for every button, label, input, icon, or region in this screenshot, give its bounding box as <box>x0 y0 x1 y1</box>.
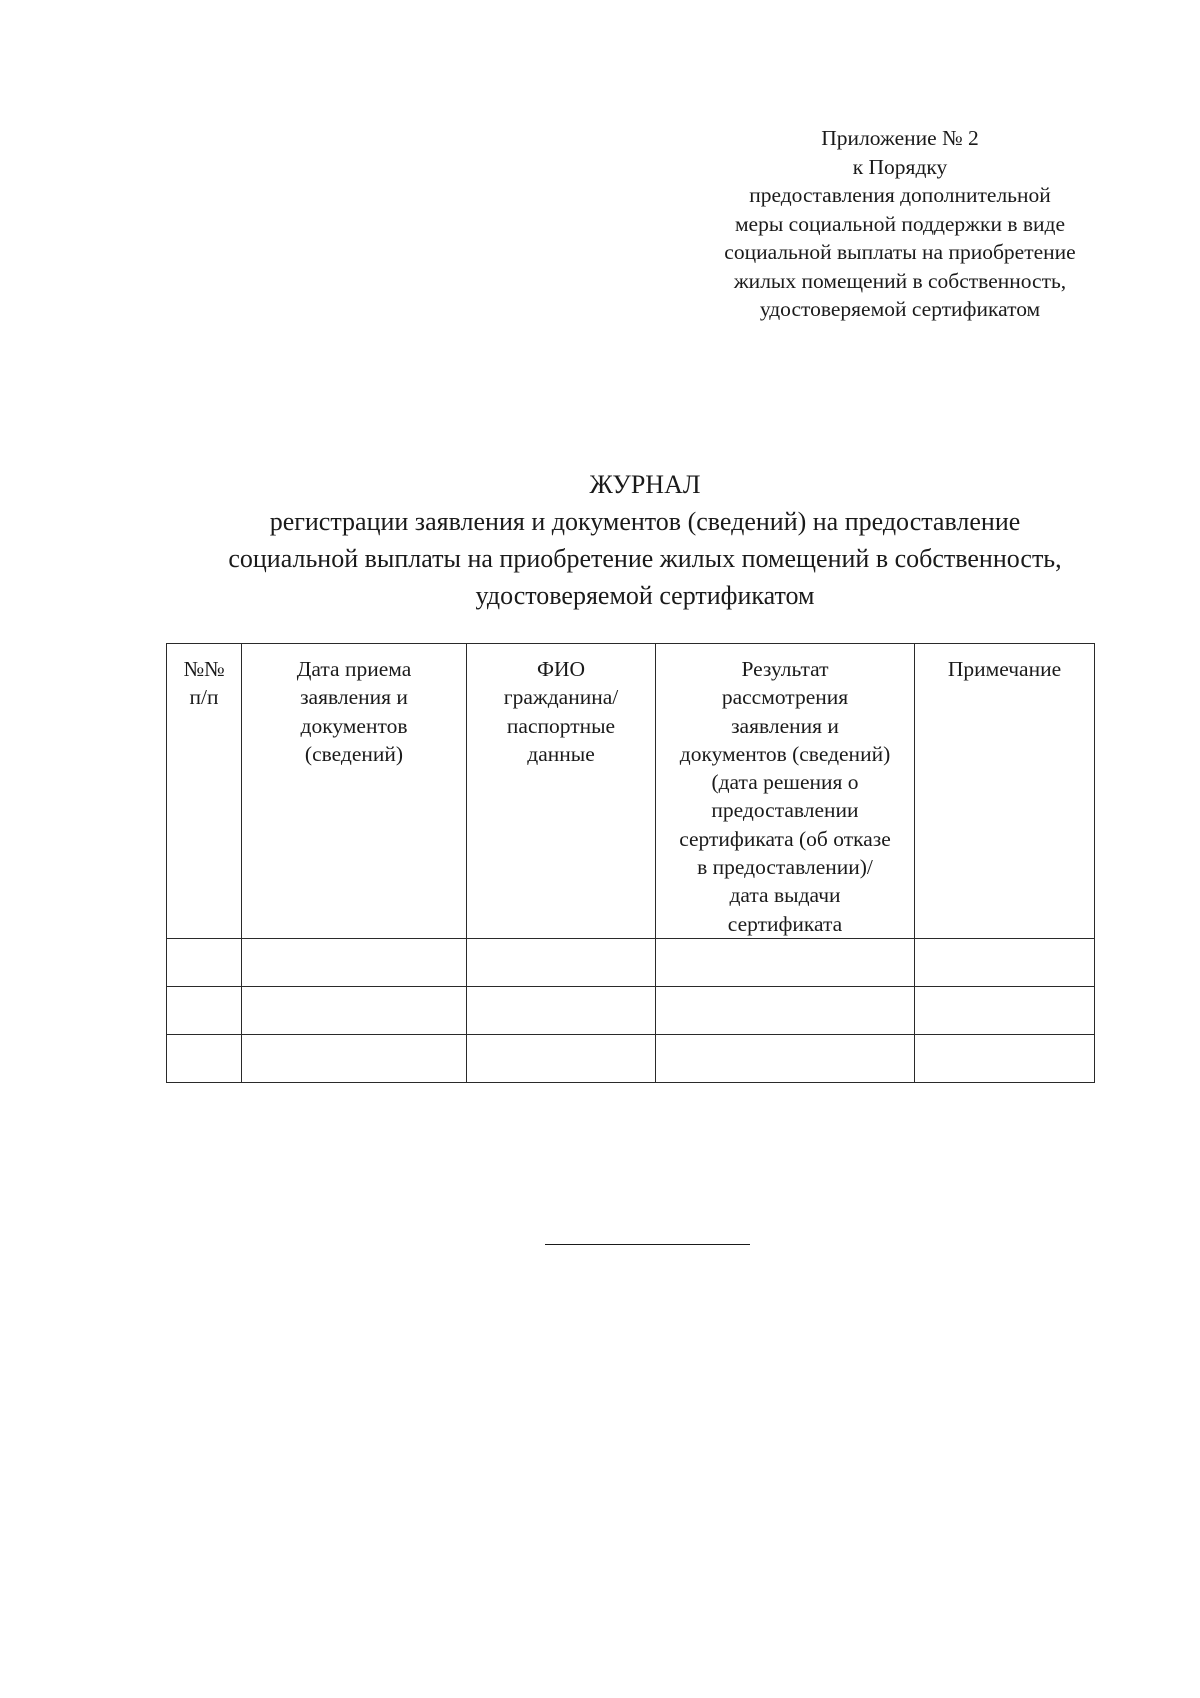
column-header-citizen-name <box>467 644 656 939</box>
table-row <box>167 1034 1095 1082</box>
table-cell <box>915 986 1095 1034</box>
appendix-line: меры социальной поддержки в виде <box>734 211 1066 236</box>
column-header-receipt-date <box>242 644 467 939</box>
table-cell <box>242 938 467 986</box>
header-line: Примечание <box>947 657 1062 681</box>
header-line: рассмотрения <box>721 685 849 710</box>
table-cell <box>656 986 915 1034</box>
table-row <box>167 986 1095 1034</box>
table-cell <box>167 938 242 986</box>
header-line: гражданина/ <box>503 685 619 710</box>
table-cell <box>167 1034 242 1082</box>
table-cell <box>915 1034 1095 1082</box>
table-cell <box>467 938 656 986</box>
table-cell <box>467 1034 656 1082</box>
header-line: сертификата <box>727 911 843 936</box>
table-header-row <box>167 644 1095 939</box>
table-cell <box>656 938 915 986</box>
header-line: (дата решения о <box>711 770 859 795</box>
appendix-line: к Порядку <box>852 154 948 179</box>
table-cell <box>656 1034 915 1082</box>
header-line: документов <box>300 713 408 738</box>
document-heading <box>150 466 1140 614</box>
table-row <box>167 938 1095 986</box>
table-cell <box>242 986 467 1034</box>
document-subtitle-line: регистрации заявления и документов (сведений) на предоставление <box>269 507 1021 536</box>
table-cell <box>467 986 656 1034</box>
header-line: заявления и <box>300 685 408 710</box>
header-line: №№ <box>183 657 225 681</box>
header-line: (сведений) <box>304 741 404 766</box>
column-header-note <box>915 644 1095 939</box>
closing-divider-line <box>545 1244 750 1245</box>
header-line: Дата приема <box>296 657 412 681</box>
document-subtitle-line: удостоверяемой сертификатом <box>475 581 815 610</box>
document-title: ЖУРНАЛ <box>589 470 701 499</box>
table-cell <box>242 1034 467 1082</box>
header-line: предоставлении <box>711 798 859 823</box>
header-line: п/п <box>189 685 219 710</box>
header-line: заявления и <box>731 713 839 738</box>
appendix-line: удостоверяемой сертификатом <box>759 297 1041 321</box>
table-cell <box>167 986 242 1034</box>
header-line: ФИО <box>536 657 586 681</box>
header-line: Результат <box>741 657 829 681</box>
column-header-number <box>167 644 242 939</box>
table-cell <box>915 938 1095 986</box>
column-header-review-result <box>656 644 915 939</box>
header-line: данные <box>527 741 595 766</box>
appendix-line: жилых помещений в собственность, <box>733 268 1067 293</box>
document-subtitle-line: социальной выплаты на приобретение жилых помещений в собственность, <box>228 544 1062 573</box>
header-line: документов (сведений) <box>679 741 891 766</box>
header-line: сертификата (об отказе <box>679 826 891 851</box>
registration-journal-table <box>166 643 1095 1083</box>
appendix-line: социальной выплаты на приобретение <box>724 240 1076 264</box>
header-line: в предоставлении)/ <box>697 855 873 880</box>
appendix-block <box>680 124 1120 324</box>
header-line: дата выдачи <box>729 883 841 908</box>
appendix-line: предоставления дополнительной <box>749 183 1051 207</box>
appendix-line: Приложение № 2 <box>821 126 979 150</box>
header-line: паспортные <box>506 713 616 738</box>
